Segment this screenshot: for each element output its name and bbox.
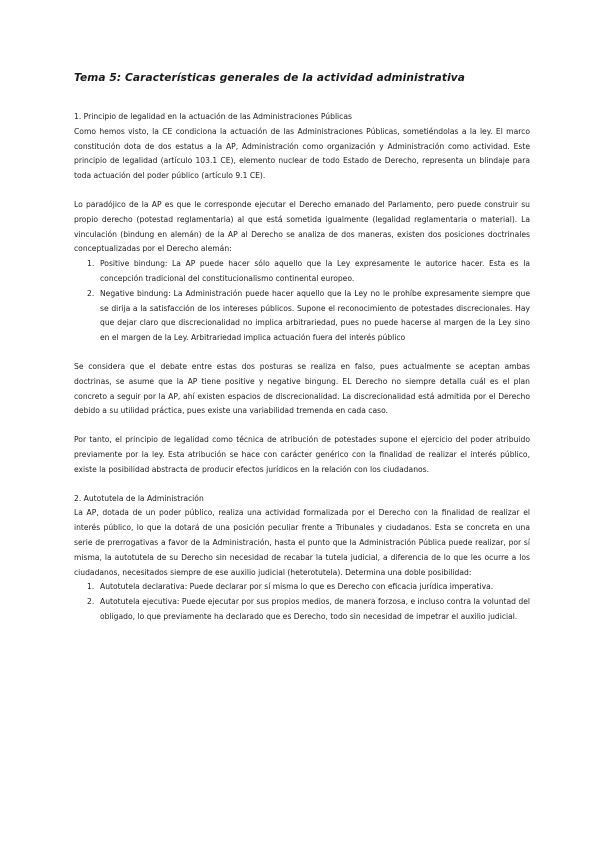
list-item-text: Autotutela ejecutiva: Puede ejecutar por sus propios medios, de manera forzosa, e incluso contra la voluntad del obligado, lo que previamente ha declarado que es Derecho, todo sin necesidad de impetrar el auxilio judicial. (100, 597, 530, 621)
list-item (87, 580, 530, 595)
document-title: Tema 5: Características generales de la actividad administrativa (74, 72, 466, 84)
list-item (87, 257, 530, 287)
list-item-text: Negative bindung: La Administración puede hacer aquello que la Ley no le prohíbe expresamente siempre que se dirija a la satisfacción de los intereses públicos. Supone el reconocimiento de potestades discrecionales. Hay que dejar claro que discrecionalidad no implica arbitrariedad, pues no puede hacerse al margen de la Ley sino en el margen de la Ley. Arbitrariedad implica actuación fuera del interés público (100, 288, 530, 343)
list-number: 2. (87, 288, 95, 298)
section-heading: 1. Principio de legalidad en la actuación de las Administraciones Públicas (74, 112, 352, 121)
list-item-text: Positive bindung: La AP puede hacer sólo aquello que la Ley expresamente le autorice hacer. Esta es la concepción tradicional del constitucionalismo continental europeo. (100, 259, 530, 283)
paragraph: Se considera que el debate entre estas dos posturas se realiza en falso, pues actualmente se aceptan ambas doctrinas, se asume que la AP tiene positive y negative bingung. EL Derecho no siempre detalla cuál es el plan concreto a seguir por la AP, ahí existen espacios de discrecionalidad. La discrecionalidad está admitida por el Derecho debido a su utilidad práctica, pues existe una variabilidad tremenda en cada caso. (74, 361, 530, 416)
section-heading: 2. Autotutela de la Administración (74, 493, 204, 503)
paragraph: Lo paradójico de la AP es que le corresponde ejecutar el Derecho emanado del Parlamento, pero puede construir su propio derecho (potestad reglamentaria) al que está sometida igualmente (legalidad reglamentaria o material). La vinculación (bindung en alemán) de la AP al Derecho se analiza de dos maneras, existen dos posiciones doctrinales conceptualizadas por el Derecho alemán: (74, 199, 530, 254)
numbered-list (74, 580, 530, 624)
paragraph: Por tanto, el principio de legalidad como técnica de atribución de potestades supone el ejercicio del poder atribuido previamente por la ley. Esta atribución se hace con carácter genérico con la finalidad de realizar el interés público, existe la posibilidad abstracta de producir efectos jurídicos en la relación con los ciudadanos. (74, 435, 530, 474)
paragraph: Como hemos visto, la CE condiciona la actuación de las Administraciones Públicas, sometiéndolas a la ley. El marco constitución dota de dos estatus a la AP, Administración como organización y Administración como actividad. Este principio de legalidad (artículo 103.1 CE), elemento nuclear de todo Estado de Derecho, representa un blindaje para toda actuación del poder público (artículo 9.1 CE). (74, 126, 530, 181)
list-number: 1. (87, 582, 95, 592)
list-number: 1. (87, 259, 95, 269)
paragraph: La AP, dotada de un poder público, realiza una actividad formalizada por el Derecho con la finalidad de realizar el interés público, lo que la dotará de una posición peculiar frente a Tribunales y ciudadanos. Esta se concreta en una serie de prerrogativas a favor de la Administración, hasta el punto que la Administración Pública puede realizar, por sí misma, la autotutela de su Derecho sin necesidad de recabar la tutela judicial, a diferencia de lo que les ocurre a los ciudadanos, necesitados siempre de ese auxilio judicial (heterotutela). Determina una doble posibilidad: (74, 508, 530, 577)
document-page (74, 72, 530, 625)
list-number: 2. (87, 597, 95, 607)
section-autotutela (74, 492, 530, 625)
section-legalidad (74, 110, 530, 478)
list-item (87, 287, 530, 346)
list-item-text: Autotutela declarativa: Puede declarar por sí misma lo que es Derecho con eficacia jurídica imperativa. (100, 582, 494, 592)
list-item (87, 595, 530, 625)
numbered-list (74, 257, 530, 346)
